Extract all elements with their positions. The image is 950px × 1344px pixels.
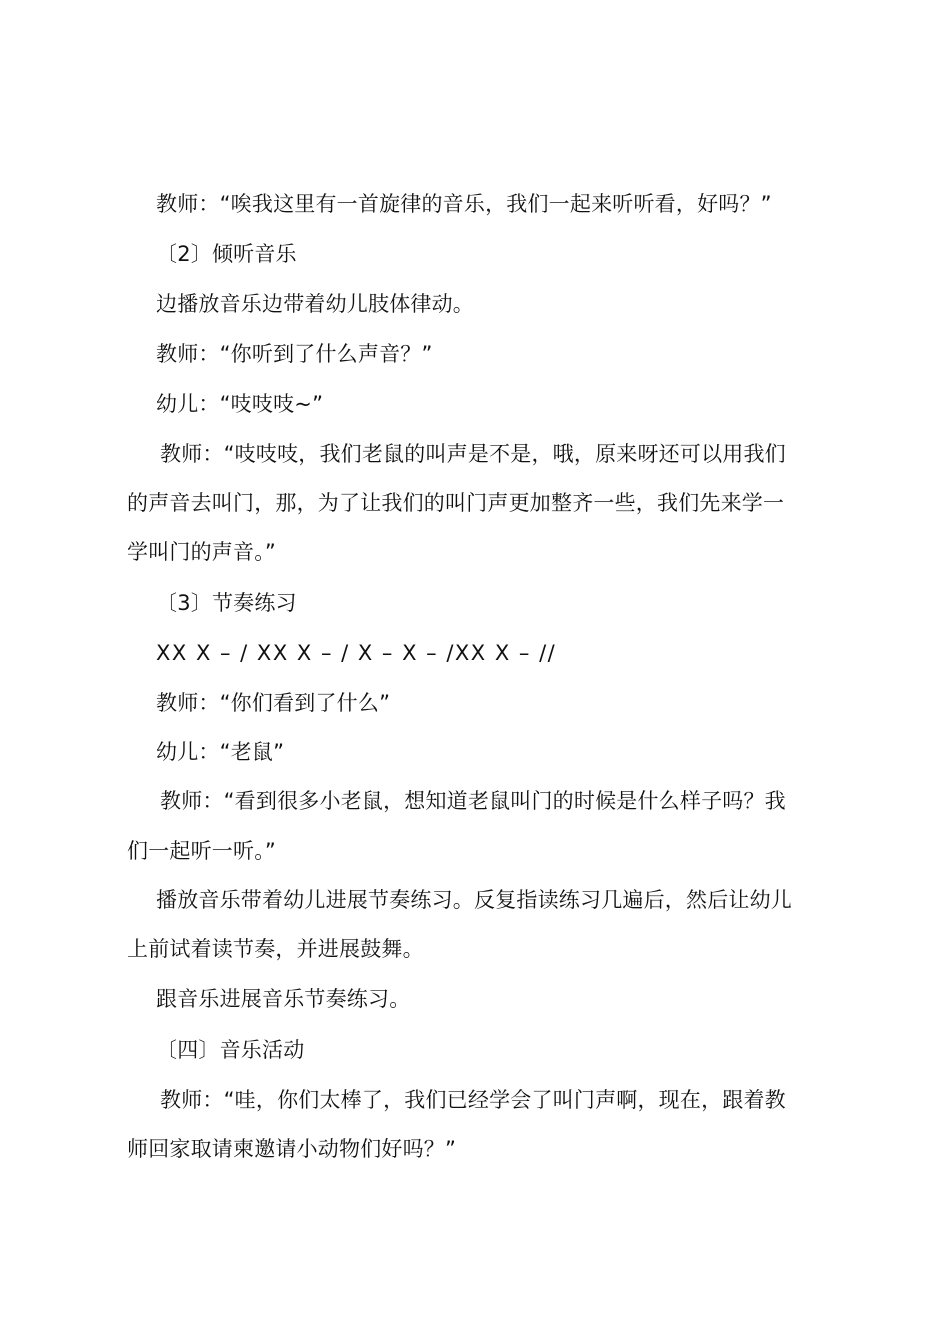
dialogue-teacher-paragraph: 教师：“看到很多小老鼠，想知道老鼠叫门的时候是什么样子吗？我 — [160, 789, 786, 813]
dialogue-teacher-paragraph: 们一起听一听。” — [127, 839, 276, 863]
dialogue-teacher-intro: 教师：“唉我这里有一首旋律的音乐，我们一起来听听看，好吗？” — [156, 192, 772, 216]
dialogue-child-answer: 幼儿：“老鼠” — [156, 740, 285, 764]
dialogue-teacher-paragraph: 学叫门的声音。” — [127, 540, 276, 564]
section-heading-music-activity: 〔四〕音乐活动 — [156, 1038, 305, 1062]
instruction-paragraph: 上前试着读节奏，并进展鼓舞。 — [127, 937, 424, 961]
rhythm-notation: XX X – / XX X – / X – X – /XX X – // — [156, 641, 557, 665]
dialogue-teacher-question: 教师：“你们看到了什么” — [156, 691, 391, 715]
instruction-line: 边播放音乐边带着幼儿肢体律动。 — [156, 292, 474, 316]
instruction-paragraph: 播放音乐带着幼儿进展节奏练习。反复指读练习几遍后，然后让幼儿 — [156, 888, 792, 912]
dialogue-teacher-paragraph: 教师：“吱吱吱，我们老鼠的叫声是不是，哦，原来呀还可以用我们 — [160, 442, 786, 466]
dialogue-teacher-paragraph: 师回家取请柬邀请小动物们好吗？” — [127, 1137, 457, 1161]
dialogue-teacher-paragraph: 的声音去叫门，那，为了让我们的叫门声更加整齐一些，我们先来学一 — [127, 491, 785, 515]
dialogue-child-answer: 幼儿：“吱吱吱~” — [156, 392, 324, 416]
section-heading-rhythm: 〔3〕节奏练习 — [156, 591, 297, 615]
section-heading-listen-music: 〔2〕倾听音乐 — [156, 242, 297, 266]
dialogue-teacher-question: 教师：“你听到了什么声音？” — [156, 342, 433, 366]
dialogue-teacher-paragraph: 教师：“哇，你们太棒了，我们已经学会了叫门声啊，现在，跟着教 — [160, 1088, 786, 1112]
instruction-line: 跟音乐进展音乐节奏练习。 — [156, 987, 411, 1011]
